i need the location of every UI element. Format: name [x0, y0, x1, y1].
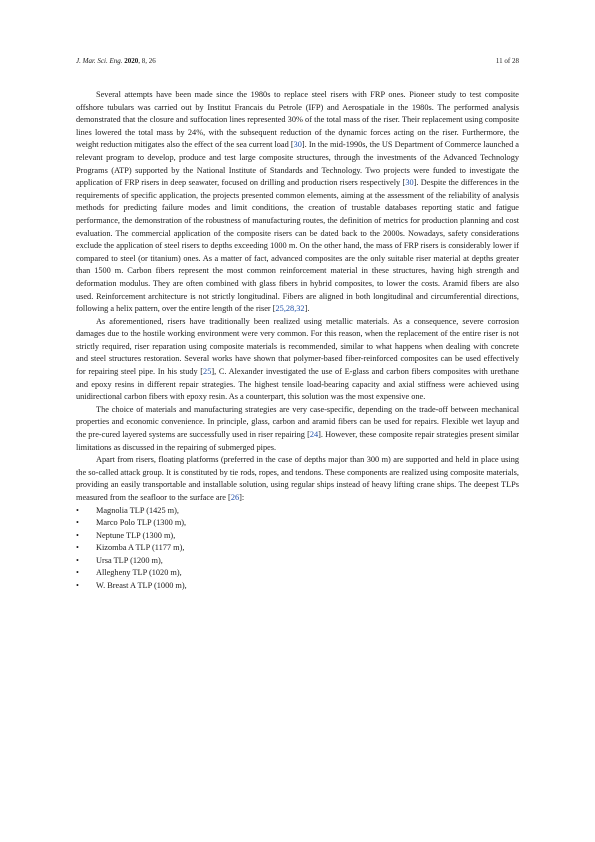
list-item	[76, 530, 519, 543]
list-item-text: Magnolia TLP (1425 m),	[96, 505, 179, 515]
paragraph-4	[76, 454, 519, 504]
text-segment: ]. Despite the differences in the requirements of specific application, the projects presented common elements, aiming at the assessment of the reliability of analysis methods for predicting failure modes and limit conditions, the creation of trustable databases reporting static and fatigue performance, the demonstration of the robustness of manufacturing routes, the definition of metrics for production planning and cost evaluation. The commercial application of the composite risers can be dated back to the 2000s. Nowadays, safety considerations exclude the application of steel risers to depths exceeding 1000 m. On the other hand, the mass of FRP risers is considerably lower if compared to steel (or titanium) ones. As a matter of fact, advanced composites are the only suitable riser material at depths greater than 1500 m. Carbon fibers represent the most common reinforcement material in these structures, having high strength and deformation modulus. They are often combined with glass fibers in hybrid composites, to lower the costs. Aramid fibers are also used. Reinforcement architecture is not strictly longitudinal. Fibers are aligned in both longitudinal and circumferential directions, following a helix pattern, over the entire length of the riser [	[76, 178, 519, 314]
text-segment: Apart from risers, floating platforms (preferred in the case of depths major than 300 m) are supported and held in place using the so-called attack group. It is constituted by tie rods, ropes, and tendons. These components are realized using composite materials, providing an easily transportable and installable solution, using regular ships instead of heavy lifting crane ships. The deepest TLPs measured from the seafloor to the surface are [	[76, 455, 519, 502]
bullet-icon: •	[76, 505, 79, 515]
list-item-text: Marco Polo TLP (1300 m),	[96, 518, 187, 528]
page-number: 11 of 28	[495, 57, 519, 65]
text-segment: Several attempts have been made since the 1980s to replace steel risers with FRP ones. Pioneer study to test composite offshore tubulars was carried out by Institut Francais du Petrole (IFP) and Aerospatiale in the 1980s. The performed analysis demonstrated that the closure and suffocation lines represented 30% of the total mass of the riser. Their replacement using composite lines lowered the total mass by 24%, with the subsequent reduction of the dynamic forces acting on the riser. Furthermore, the weight reduction mitigates also the effect of the sea current load [	[76, 90, 519, 150]
paragraph-3	[76, 404, 519, 454]
bullet-icon: •	[76, 543, 79, 553]
list-item-text: Allegheny TLP (1020 m),	[96, 568, 182, 578]
citation-link[interactable]: 26	[230, 493, 240, 502]
citation-link[interactable]: 24	[309, 430, 319, 440]
tlp-list	[76, 505, 519, 593]
citation-link[interactable]: 30	[293, 140, 302, 150]
text-segment: ]. In the mid-1990s, the US Department of Commerce launched a relevant program to develop, produce and test large composite structures, through the investments of the Advanced Technology Programs (ATP) supported by the National Institute of Standards and Technology. Two projects were funded to investigate the application of FRP risers in deep seawater, focused on drilling and production risers respectively [	[76, 140, 519, 188]
bullet-icon: •	[76, 568, 79, 578]
list-item	[76, 555, 519, 568]
list-item-text: Ursa TLP (1200 m),	[96, 555, 163, 565]
body-text	[76, 89, 519, 592]
text-segment: As aforementioned, risers have traditionally been realized using metallic materials. As a consequence, severe corrosion damages due to the hostile working environment were very common. For this reason, when the replacement of the entire riser is not strictly required, riser reparation using composite materials is recommended, similar to what happens when dealing with concrete and steel structures restoration. Several works have shown that polymer-based fiber-reinforced composites can be used effectively for repairing steel pipe. In his study [	[76, 316, 519, 377]
list-item	[76, 542, 519, 555]
text-segment: ].	[304, 304, 310, 314]
text-segment: ]:	[239, 493, 245, 502]
list-item-text: Kizomba A TLP (1177 m),	[96, 543, 185, 553]
list-item-text: W. Breast A TLP (1000 m),	[96, 580, 187, 590]
paragraph-1	[76, 89, 519, 316]
journal-volume-issue: , 8, 26	[138, 57, 156, 65]
paragraph-2	[76, 316, 519, 404]
list-item	[76, 505, 519, 518]
bullet-icon: •	[76, 555, 79, 565]
citation-link[interactable]: 25	[203, 367, 212, 377]
list-item	[76, 580, 519, 593]
bullet-icon: •	[76, 530, 79, 540]
journal-abbrev: J. Mar. Sci. Eng.	[76, 57, 123, 65]
list-item	[76, 517, 519, 530]
running-header	[76, 55, 519, 67]
bullet-icon: •	[76, 518, 79, 528]
text-segment: The choice of materials and manufacturing strategies are very case-specific, depending on the trade-off between mechanical properties and economic convenience. In principle, glass, carbon and aramid fibers can be used for repairs. Flexible wet layup and the pre-cured layered systems are successfully used in riser repairing [	[76, 404, 519, 440]
citation-link[interactable]: 25,28,32	[275, 304, 305, 314]
journal-citation	[76, 55, 156, 67]
journal-year: 2020	[124, 57, 139, 65]
list-item	[76, 567, 519, 580]
bullet-icon: •	[76, 580, 79, 590]
text-segment: ]. However, these composite repair strategies present similar limitations as discussed in the repairing of submerged pipes.	[76, 430, 519, 452]
citation-link[interactable]: 30	[405, 178, 414, 188]
list-item-text: Neptune TLP (1300 m),	[96, 530, 176, 540]
text-segment: ], C. Alexander investigated the use of E-glass and carbon fibers composites with urethane and epoxy resins in different repair strategies. The highest tensile load-bearing capacity and axial stiffness were achieved using unidirectional carbon fibers with epoxy resin. As a counterpart, this solution was the most expensive one.	[76, 367, 519, 402]
